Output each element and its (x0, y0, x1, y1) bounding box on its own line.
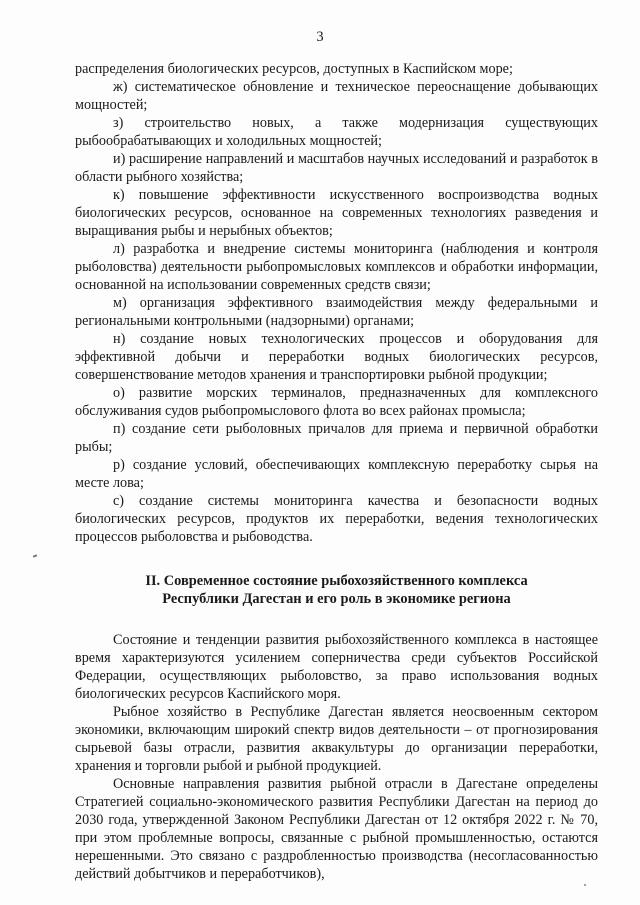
body-paragraph-1: Состояние и тенденции развития рыбохозяйственного комплекса в настоящее время характеризуются усилением соперничества среди субъектов Российской Федерации, осуществляющих рыболовство, за право использования водных биологических ресурсов Каспийского моря. (75, 632, 598, 702)
scan-artifact (33, 554, 37, 557)
section-heading-line-2: Республики Дагестан и его роль в экономике региона (162, 591, 511, 607)
list-item-z: з) строительство новых, а также модернизация существующих рыбообрабатывающих и холодильных мощностей; (75, 115, 598, 149)
list-item-o: о) развитие морских терминалов, предназначенных для комплексного обслуживания судов рыбопромыслового флота во всех районах промысла; (75, 385, 598, 419)
body-paragraph-2: Рыбное хозяйство в Республике Дагестан является неосвоенным сектором экономики, включающим широкий спектр видов деятельности – от прогнозирования сырьевой базы отрасли, развития аквакультуры до организации переработки, хранения и торговли рыбой и рыбной продукцией. (75, 704, 598, 774)
page-number: 3 (316, 29, 324, 45)
list-item-r: р) создание условий, обеспечивающих комплексную переработку сырья на месте лова; (75, 457, 598, 491)
list-item-i: и) расширение направлений и масштабов научных исследований и разработок в области рыбного хозяйства; (75, 151, 598, 185)
document-body (75, 60, 598, 883)
list-item-l: л) разработка и внедрение системы мониторинга (наблюдения и контроля рыболовства) деятельности рыбопромысловых комплексов и обработки информации, основанной на использовании современных средств связи; (75, 241, 598, 293)
list-item-p: п) создание сети рыболовных причалов для приема и первичной обработки рыбы; (75, 421, 598, 455)
section-heading (75, 572, 598, 608)
body-paragraph-3: Основные направления развития рыбной отрасли в Дагестане определены Стратегией социально-экономического развития Республики Дагестан на период до 2030 года, утвержденной Законом Республики Дагестан от 12 октября 2022 г. № 70, при этом проблемные вопросы, связанные с рыбной промышленностью, остаются нерешенными. Это связано с раздробленностью производства (несогласованностью действий добытчиков и переработчиков), (75, 776, 598, 882)
list-item-s: с) создание системы мониторинга качества и безопасности водных биологических ресурсов, продуктов их переработки, ведения технологических процессов рыболовства и рыбоводства. (75, 493, 598, 545)
list-item-continuation: распределения биологических ресурсов, доступных в Каспийском море; (75, 61, 513, 77)
scan-artifact-dot (584, 884, 586, 886)
list-item-n: н) создание новых технологических процессов и оборудования для эффективной добычи и переработки водных биологических ресурсов, совершенствование методов хранения и транспортировки рыбной продукции; (75, 331, 598, 383)
list-item-k: к) повышение эффективности искусственного воспроизводства водных биологических ресурсов, основанное на современных технологиях разведения и выращивания рыбы и нерыбных объектов; (75, 187, 598, 239)
list-item-zh: ж) систематическое обновление и техническое переоснащение добывающих мощностей; (75, 79, 598, 113)
list-item-m: м) организация эффективного взаимодействия между федеральными и региональными контрольными (надзорными) органами; (75, 295, 598, 329)
section-heading-line-1: II. Современное состояние рыбохозяйственного комплекса (145, 573, 528, 589)
